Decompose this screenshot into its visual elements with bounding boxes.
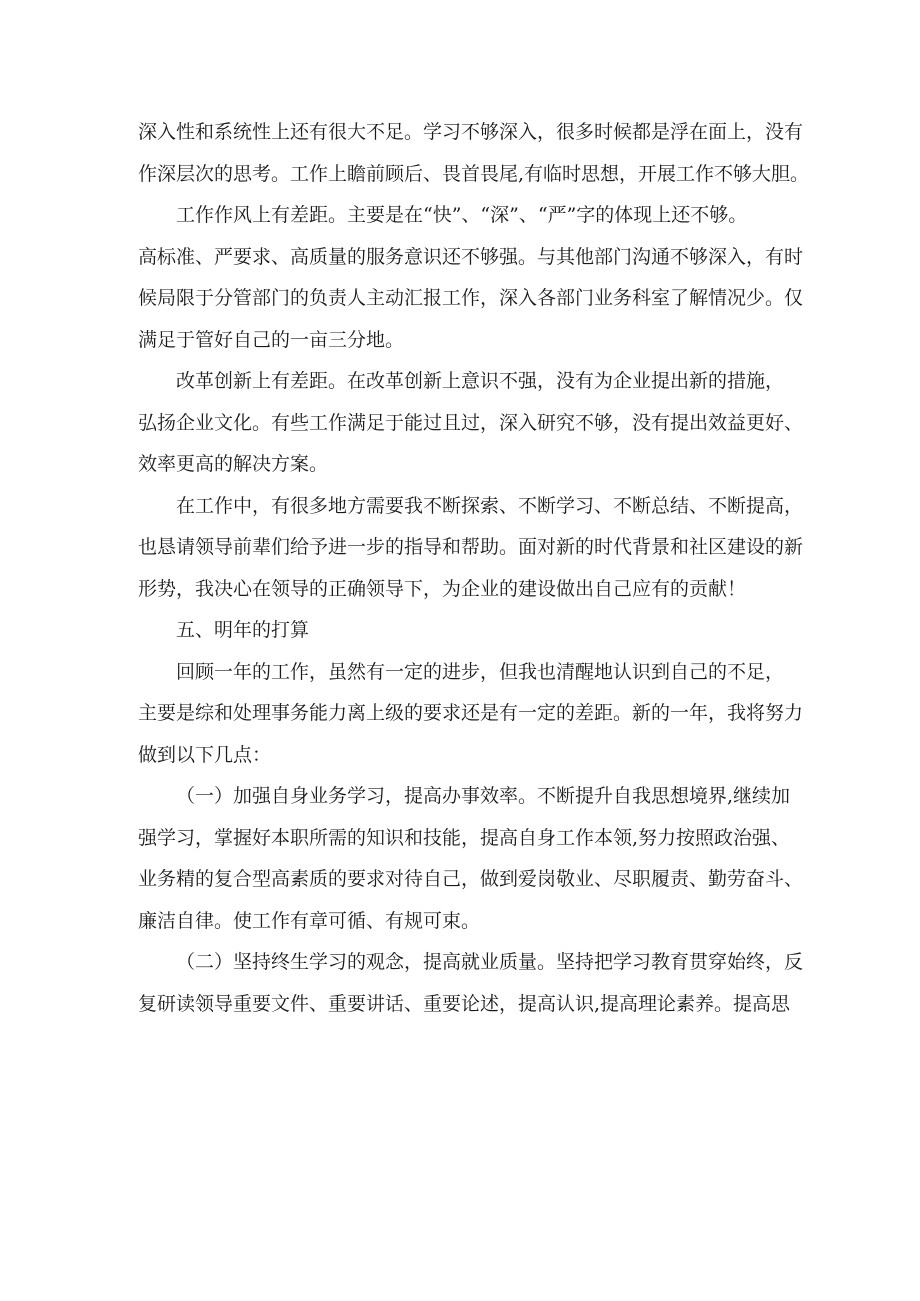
paragraph-line: 满足于管好自己的一亩三分地。: [138, 328, 405, 351]
paragraph-line: 回顾一年的工作，虽然有一定的进步，但我也清醒地认识到自己的不足，: [176, 660, 785, 683]
paragraph-line: 作深层次的思考。工作上瞻前顾后、畏首畏尾,有临时思想，开展工作不够大胆。: [138, 162, 810, 185]
paragraph-line: 也恳请领导前辈们给予进一步的指导和帮助。面对新的时代背景和社区建设的新: [138, 536, 804, 558]
paragraph-line: 候局限于分管部门的负责人主动汇报工作，深入各部门业务科室了解情况少。仅: [138, 287, 804, 309]
paragraph-line: （一）加强自身业务学习，提高办事效率。不断提升自我思想境界,继续加: [176, 785, 791, 807]
paragraph-line: （二）坚持终生学习的观念，提高就业质量。坚持把学习教育贯穿始终，反: [176, 951, 804, 973]
paragraph-line: 主要是综和处理事务能力离上级的要求还是有一定的差距。新的一年，我将努力: [138, 702, 804, 724]
paragraph-line: 做到以下几点：: [138, 743, 272, 766]
paragraph-line: 高标准、严要求、高质量的服务意识还不够强。与其他部门沟通不够深入，有时: [138, 245, 804, 268]
section-heading: 五、明年的打算: [176, 619, 310, 641]
paragraph-line: 效率更高的解决方案。: [138, 453, 329, 475]
paragraph-line: 改革创新上有差距。在改革创新上意识不强，没有为企业提出新的措施，: [176, 370, 785, 392]
paragraph-line: 工作作风上有差距。主要是在“快”、“深”、“严”字的体现上还不够。: [176, 204, 748, 226]
paragraph-line: 形势，我决心在领导的正确领导下，为企业的建设做出自己应有的贡献！: [138, 577, 747, 600]
paragraph-line: 在工作中，有很多地方需要我不断探索、不断学习、不断总结、不断提高，: [176, 494, 804, 517]
paragraph-line: 深入性和系统性上还有很大不足。学习不够深入，很多时候都是浮在面上，没有: [138, 121, 804, 143]
paragraph-line: 业务精的复合型高素质的要求对待自己，做到爱岗敬业、尽职履责、勤劳奋斗、: [138, 868, 804, 890]
document-body: [138, 112, 810, 1025]
paragraph-line: 廉洁自律。使工作有章可循、有规可束。: [138, 909, 481, 932]
paragraph-line: 复研读领导重要文件、重要讲话、重要论述，提高认识,提高理论素养。提高思: [138, 992, 791, 1015]
paragraph-line: 弘扬企业文化。有些工作满足于能过且过，深入研究不够，没有提出效益更好、: [138, 411, 804, 434]
paragraph-line: 强学习，掌握好本职所需的知识和技能，提高自身工作本领,努力按照政治强、: [138, 826, 791, 849]
